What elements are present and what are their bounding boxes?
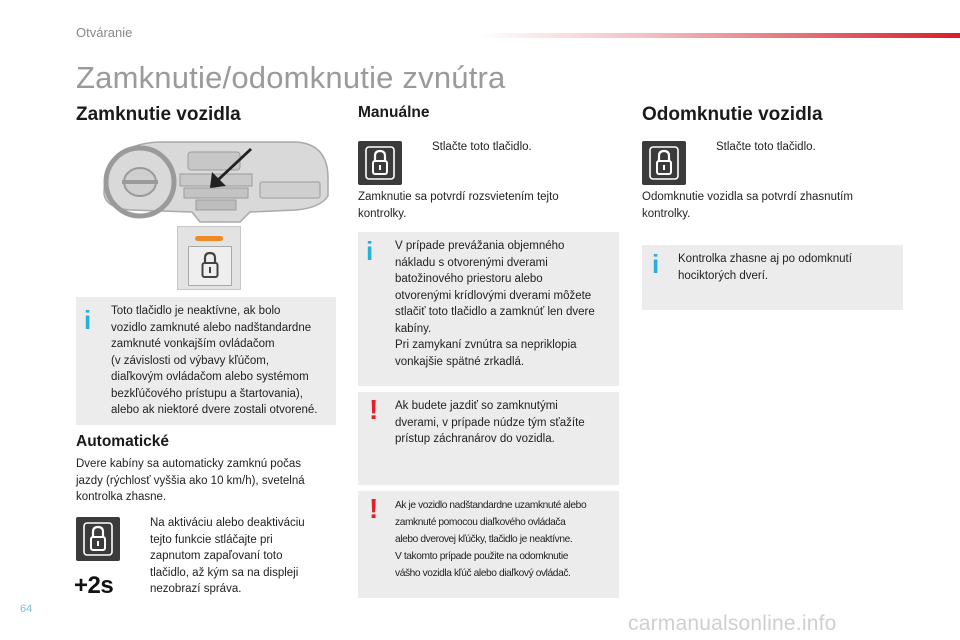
- automatic-step: [150, 515, 340, 598]
- text-line: hociktorých dverí.: [678, 269, 769, 282]
- manual-heading: Manuálne: [358, 104, 430, 121]
- lock-icon: [365, 146, 395, 180]
- warning-icon: !: [369, 493, 379, 524]
- manual-confirm: [358, 189, 618, 222]
- dashboard-illustration: [100, 138, 332, 228]
- text-line: stlačiť toto tlačidlo a zamknúť len dvere: [395, 306, 595, 318]
- info-icon: i: [652, 249, 660, 279]
- two-seconds-badge: +2s: [74, 572, 114, 599]
- text-line: diaľkovým ovládačom alebo systémom: [111, 371, 309, 383]
- manual-warning-note-2: [358, 491, 619, 598]
- text-line: V takomto prípade použite na odomknutie: [395, 551, 568, 562]
- lock-button-icon: [358, 141, 402, 185]
- text-line: vášho vozidla kľúč alebo diaľkový ovládač.: [395, 568, 571, 579]
- manual-info-text: [395, 238, 617, 370]
- lock-icon: [649, 146, 679, 180]
- text-line: bezkľúčového prístupu a štartovania),: [111, 387, 303, 400]
- manual-warning-note: [358, 392, 619, 485]
- text-line: vonkajšie spätné zrkadlá.: [395, 355, 525, 368]
- text-line: Toto tlačidlo je neaktívne, ak bolo: [111, 305, 281, 317]
- text-line: prístup záchranárov do vozidla.: [395, 433, 555, 445]
- automatic-heading: Automatické: [76, 433, 170, 450]
- lock-button-icon: [76, 517, 120, 561]
- text-line: tlačidlo, až kým sa na displeji: [150, 566, 299, 579]
- text-line: kontrolky.: [642, 207, 691, 220]
- text-line: tejto funkcie stláčajte pri: [150, 533, 273, 546]
- text-line: Dvere kabíny sa automaticky zamknú počas: [76, 458, 301, 470]
- text-line: Zamknutie sa potvrdí rozsvietením tejto: [358, 191, 559, 203]
- watermark: carmanualsonline.info: [628, 612, 837, 635]
- text-line: alebo dverovej kľúčky, tlačidlo je neaktívne.: [395, 534, 573, 545]
- text-line: zapnutom zapaľovaní toto: [150, 550, 283, 562]
- text-line: jazdy (rýchlosť vyššia ako 10 km/h), svetelná: [76, 474, 305, 487]
- text-line: Ak je vozidlo nadštandardne uzamknuté alebo: [395, 500, 587, 511]
- page-title: Zamknutie/odomknutie zvnútra: [76, 60, 506, 95]
- text-line: nezobrazí správa.: [150, 583, 242, 595]
- text-line: zamknuté pomocou diaľkového ovládača: [395, 517, 566, 528]
- lock-icon: [189, 247, 231, 285]
- manual-warning-text-2: [395, 497, 619, 582]
- manual-step: Stlačte toto tlačidlo.: [432, 141, 532, 153]
- info-icon: i: [84, 305, 92, 335]
- lock-button-closeup: [177, 226, 241, 290]
- text-line: kontrolky.: [358, 207, 407, 220]
- text-line: nákladu s otvorenými dverami: [395, 256, 548, 269]
- unlock-info-note: [642, 245, 903, 310]
- text-line: zamknuté vonkajším ovládačom: [111, 338, 275, 350]
- unlock-heading: Odomknutie vozidla: [642, 104, 823, 125]
- header-accent-bar: [480, 33, 960, 38]
- lock-icon: [83, 522, 113, 556]
- manual-warning-text: [395, 398, 617, 448]
- text-line: vozidlo zamknuté alebo nadštandardne: [111, 321, 312, 334]
- lock-button-icon: [642, 141, 686, 185]
- manual-info-note: [358, 232, 619, 386]
- text-line: kabíny.: [395, 322, 432, 335]
- text-line: alebo ak niektoré dvere zostali otvorené.: [111, 404, 318, 416]
- section-label: Otváranie: [76, 25, 133, 40]
- text-line: (v závislosti od výbavy kľúčom,: [111, 354, 270, 367]
- text-line: otvorenými krídlovými dverami môžete: [395, 289, 592, 302]
- indicator-light: [195, 236, 223, 241]
- text-line: Pri zamykaní zvnútra sa nepriklopia: [395, 339, 577, 351]
- lock-info-note: [76, 297, 336, 425]
- text-line: Odomknutie vozidla sa potvrdí zhasnutím: [642, 191, 853, 203]
- lock-button: [188, 246, 232, 286]
- text-line: dverami, v prípade núdze tým sťažíte: [395, 416, 585, 429]
- text-line: kontrolka zhasne.: [76, 491, 167, 503]
- automatic-text: [76, 456, 336, 506]
- unlock-info-text: [678, 251, 900, 284]
- text-line: Ak budete jazdiť so zamknutými: [395, 400, 558, 412]
- info-icon: i: [366, 236, 374, 266]
- text-line: Na aktiváciu alebo deaktiváciu: [150, 517, 305, 529]
- unlock-step: Stlačte toto tlačidlo.: [716, 141, 816, 153]
- lock-info-text: [111, 303, 336, 419]
- lock-heading: Zamknutie vozidla: [76, 104, 241, 125]
- text-line: batožinového priestoru alebo: [395, 273, 543, 285]
- page-number: 64: [20, 603, 33, 615]
- unlock-confirm: [642, 189, 902, 222]
- text-line: Kontrolka zhasne aj po odomknutí: [678, 253, 852, 265]
- warning-icon: !: [369, 394, 379, 425]
- text-line: V prípade prevážania objemného: [395, 240, 565, 252]
